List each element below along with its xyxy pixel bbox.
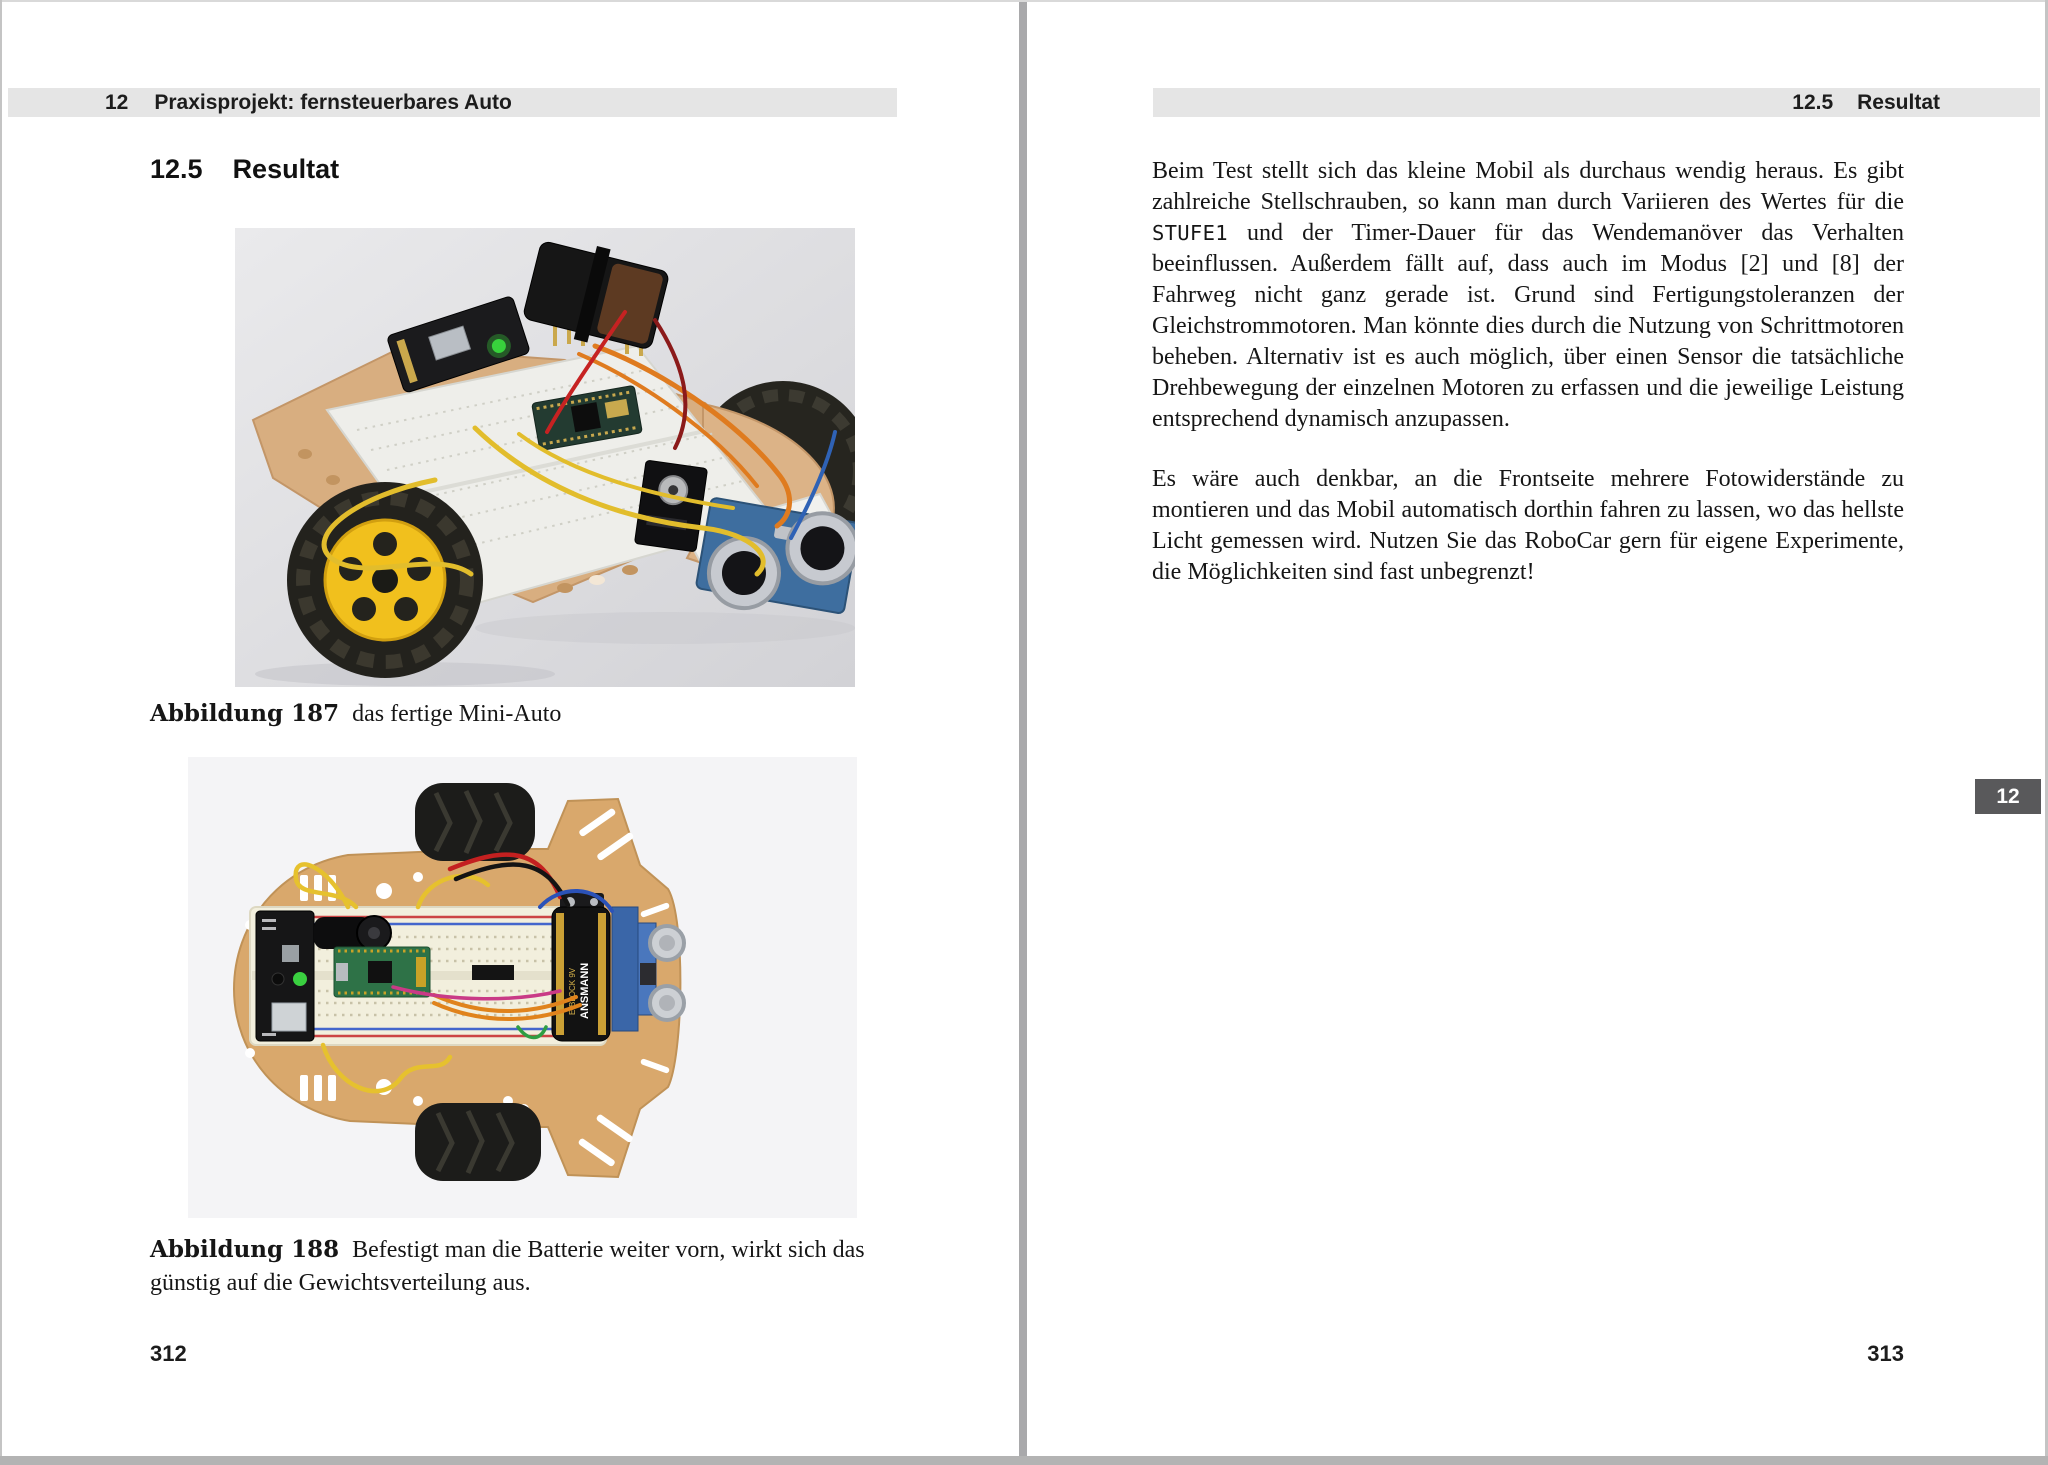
running-header-left xyxy=(8,88,897,117)
battery-brand-text: ANSMANN xyxy=(579,962,591,1019)
figure-188-photo xyxy=(188,757,857,1218)
ic-chip xyxy=(472,965,514,980)
battery-type-text: E-BLOCK 9V xyxy=(568,967,577,1015)
page-number-left: 312 xyxy=(150,1341,187,1366)
running-header-right xyxy=(1153,88,2040,117)
figure-187-label: Abbildung 187 xyxy=(150,700,340,727)
figure-187-photo xyxy=(235,228,855,687)
page-number-right: 313 xyxy=(1867,1341,1904,1366)
section-heading xyxy=(150,154,339,185)
running-section-number: 12.5 xyxy=(1792,90,1834,114)
figure-187 xyxy=(235,228,855,687)
paragraph-1-part-2: und der Timer-Dauer für das Wendemanöver das Verhalten beeinflussen. Außerdem fällt auf, dass auch im Modus [2] und [8] der Fahrweg nicht ganz gerade ist. Grund sind Fertigungstoleranzen der Gleichstrommotoren. Man könnte dies durch die Nutzung von Schrittmotoren beheben. Alternativ ist es auch möglich, über einen Sensor die tatsächliche Drehbewegung der einzelnen Motoren zu erfassen und die jeweilige Leistung entsprechend dynamisch anzupassen. xyxy=(1152,220,1904,432)
chapter-thumb-tab: 12 xyxy=(1975,779,2041,814)
figure-187-caption xyxy=(150,697,890,731)
figure-188-caption-text: Befestigt man die Batterie weiter vorn, wirkt sich das günstig auf die Gewichtsverteilung aus. xyxy=(150,1237,865,1296)
paragraph-2: Es wäre auch denkbar, an die Frontseite mehrere Fotowiderstände zu montieren und das Mobil automatisch dorthin fahren zu lassen, wo das hellste Licht gemessen wird. Nutzen Sie das RoboCar gern für eigene Experimente, die Möglichkeiten sind fast unbegrenzt! xyxy=(1152,466,1904,585)
section-number: 12.5 xyxy=(150,154,203,184)
left-border xyxy=(0,0,2,1465)
running-chapter-number: 12 xyxy=(105,90,129,114)
inline-code-stufe1: STUFE1 xyxy=(1152,221,1228,245)
running-chapter-title: Praxisprojekt: fernsteuerbares Auto xyxy=(154,90,512,114)
page-gutter-divider xyxy=(1019,2,1027,1456)
battery-9v xyxy=(552,893,610,1041)
figure-188 xyxy=(188,757,857,1218)
front-wheel xyxy=(287,482,483,678)
section-title: Resultat xyxy=(232,154,340,184)
body-text xyxy=(1152,156,1904,588)
top-wheel xyxy=(415,783,535,861)
figure-188-caption xyxy=(150,1233,895,1300)
running-section-title: Resultat xyxy=(1857,90,1940,114)
paragraph-1-part-1: Beim Test stellt sich das kleine Mobil als durchaus wendig heraus. Es gibt zahlreiche Stellschrauben, so kann man durch Variieren des Wertes für die xyxy=(1152,158,1904,215)
bottom-wheel xyxy=(415,1103,541,1181)
figure-188-label: Abbildung 188 xyxy=(150,1236,340,1263)
figure-187-caption-text: das fertige Mini-Auto xyxy=(352,701,562,727)
arduino-nano xyxy=(334,947,430,997)
sensor-board xyxy=(634,460,707,552)
bottom-border xyxy=(0,1456,2048,1465)
paragraph-1 xyxy=(1152,156,1904,435)
